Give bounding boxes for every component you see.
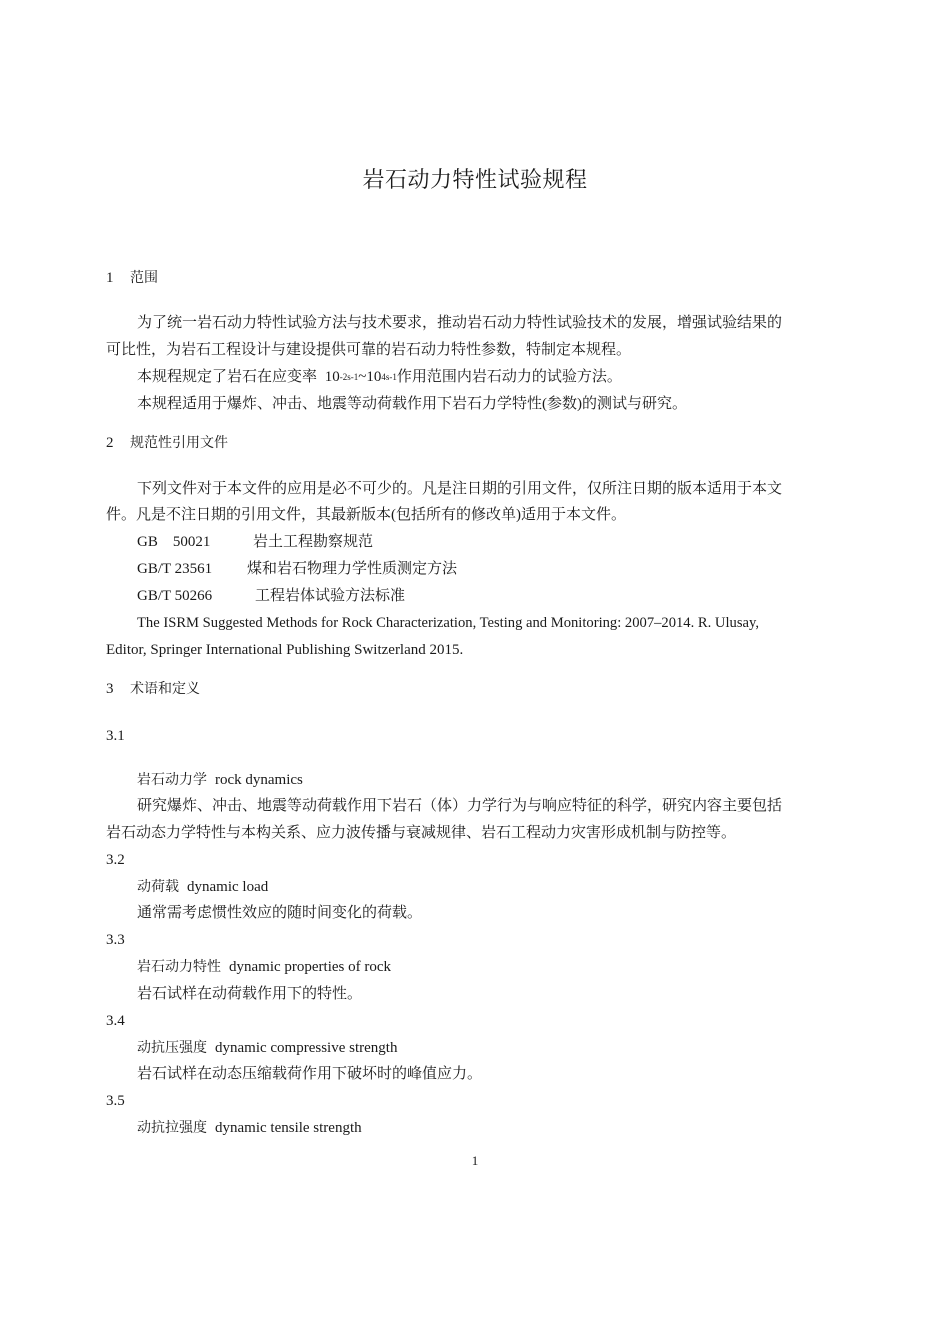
term-definition-line-1: 研究爆炸、冲击、地震等动荷载作用下岩石（体）力学行为与响应特征的科学，研究内容主要包括 (137, 798, 783, 814)
strain-rate-exp-high: 4s-1 (381, 372, 397, 382)
section-number: 3 (106, 681, 114, 697)
term-title (137, 1038, 397, 1058)
strain-rate-base: 10 (324, 369, 340, 385)
section-heading-scope (106, 268, 158, 288)
isrm-reference-line-1: The ISRM Suggested Methods for Rock Characterization, Testing and Monitoring: 2007–2014. R. Ulusay, (137, 615, 759, 631)
term-number: 3.4 (106, 1013, 125, 1029)
page-number: 1 (471, 1153, 479, 1168)
scope-p2-suffix: 作用范围内岩石动力的试验方法。 (396, 369, 622, 385)
term-title (137, 1118, 362, 1138)
strain-rate-exp-low: -2s-1 (339, 372, 359, 382)
scope-p2-prefix: 本规程规定了岩石在应变率 (137, 369, 318, 385)
term-number: 3.1 (106, 728, 125, 744)
isrm-reference-line-2: Editor, Springer International Publishing Switzerland 2015. (106, 642, 464, 658)
term-definition-line-2: 岩石动态力学特性与本构关系、应力波传播与衰减规律、岩石工程动力灾害形成机制与防控等。 (106, 825, 737, 841)
term-definition: 通常需考虑惯性效应的随时间变化的荷载。 (137, 905, 423, 921)
section-number: 1 (106, 270, 114, 286)
term-chinese: 动荷载 (137, 879, 179, 895)
term-title (137, 957, 391, 977)
refs-intro-line-2: 件。凡是不注日期的引用文件，其最新版本(包括所有的修改单)适用于本文件。 (106, 507, 626, 523)
term-number: 3.2 (106, 852, 125, 868)
section-title: 术语和定义 (130, 681, 200, 697)
term-english: dynamic load (187, 879, 269, 895)
term-english: dynamic properties of rock (229, 959, 392, 975)
scope-paragraph-3: 本规程适用于爆炸、冲击、地震等动荷载作用下岩石力学特性(参数)的测试与研究。 (137, 396, 687, 412)
term-english: rock dynamics (215, 772, 303, 788)
term-definition: 岩石试样在动荷载作用下的特性。 (137, 986, 363, 1002)
term-english: dynamic tensile strength (215, 1120, 362, 1136)
scope-paragraph-1-line-1: 为了统一岩石动力特性试验方法与技术要求，推动岩石动力特性试验技术的发展，增强试验结果的 (137, 315, 783, 331)
reference-item (137, 559, 457, 579)
scope-paragraph-2 (137, 367, 622, 387)
refs-intro-line-1: 下列文件对于本文件的应用是必不可少的。凡是注日期的引用文件，仅所注日期的版本适用于本文 (137, 481, 783, 497)
section-heading-normative-references (106, 433, 228, 453)
reference-code: GB 50021 (137, 534, 211, 550)
section-title: 范围 (130, 270, 158, 286)
reference-item (137, 586, 405, 606)
term-chinese: 岩石动力特性 (137, 959, 221, 975)
scope-paragraph-1-line-2: 可比性，为岩石工程设计与建设提供可靠的岩石动力特性参数，特制定本规程。 (106, 342, 632, 358)
page-title: 岩石动力特性试验规程 (362, 168, 588, 193)
reference-item (137, 532, 373, 552)
term-definition: 岩石试样在动态压缩载荷作用下破坏时的峰值应力。 (137, 1066, 483, 1082)
term-english: dynamic compressive strength (215, 1040, 398, 1056)
term-title (137, 770, 303, 790)
reference-name: 煤和岩石物理力学性质测定方法 (247, 561, 458, 577)
strain-rate-separator: ~10 (358, 369, 382, 385)
term-title (137, 877, 268, 897)
reference-name: 岩土工程勘察规范 (253, 534, 374, 550)
reference-name: 工程岩体试验方法标准 (255, 588, 406, 604)
reference-code: GB/T 50266 (137, 588, 213, 604)
term-number: 3.3 (106, 932, 125, 948)
reference-code: GB/T 23561 (137, 561, 213, 577)
section-title: 规范性引用文件 (130, 435, 228, 451)
section-number: 2 (106, 435, 114, 451)
term-chinese: 动抗拉强度 (137, 1120, 207, 1136)
term-number: 3.5 (106, 1093, 125, 1109)
term-chinese: 岩石动力学 (137, 772, 207, 788)
term-chinese: 动抗压强度 (137, 1040, 207, 1056)
section-heading-terms (106, 679, 200, 699)
